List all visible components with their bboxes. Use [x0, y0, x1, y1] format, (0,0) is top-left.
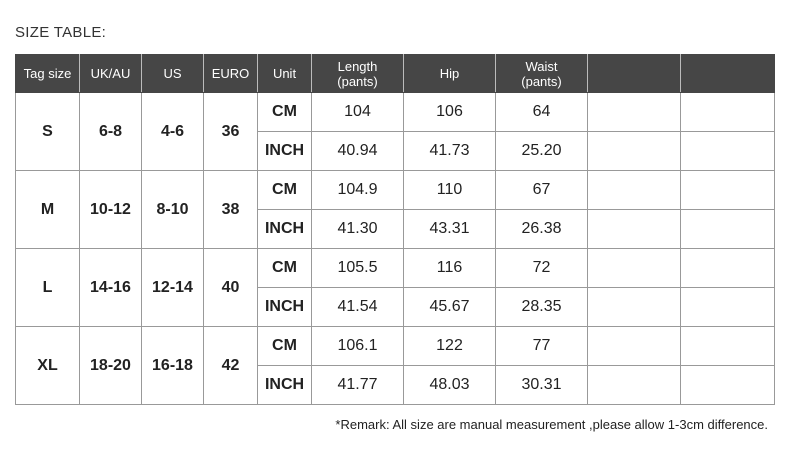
- table-row: [16, 327, 775, 366]
- header-length-line2: (pants): [337, 73, 378, 89]
- uk-au-cell: 6-8: [80, 93, 142, 171]
- header-empty-2: [681, 55, 775, 93]
- waist-cell: 28.35: [496, 288, 588, 327]
- header-waist: [496, 55, 588, 93]
- empty-cell: [588, 327, 681, 366]
- empty-cell: [681, 210, 775, 249]
- length-cell: 104: [312, 93, 404, 132]
- length-cell: 105.5: [312, 249, 404, 288]
- hip-cell: 106: [404, 93, 496, 132]
- header-waist-line1: Waist: [525, 58, 558, 74]
- hip-cell: 110: [404, 171, 496, 210]
- us-cell: 4-6: [142, 93, 204, 171]
- tag-size-cell: XL: [16, 327, 80, 405]
- unit-cell: INCH: [258, 366, 312, 405]
- empty-cell: [588, 210, 681, 249]
- header-length: [312, 55, 404, 93]
- empty-cell: [588, 366, 681, 405]
- length-cell: 40.94: [312, 132, 404, 171]
- header-waist-line2: (pants): [521, 73, 562, 89]
- empty-cell: [681, 327, 775, 366]
- euro-cell: 36: [204, 93, 258, 171]
- page-title: SIZE TABLE:: [15, 24, 107, 41]
- hip-cell: 41.73: [404, 132, 496, 171]
- hip-cell: 122: [404, 327, 496, 366]
- table-row: [16, 93, 775, 132]
- length-cell: 41.30: [312, 210, 404, 249]
- us-cell: 12-14: [142, 249, 204, 327]
- unit-cell: INCH: [258, 132, 312, 171]
- header-hip: Hip: [404, 55, 496, 93]
- euro-cell: 38: [204, 171, 258, 249]
- header-tag-size: Tag size: [16, 55, 80, 93]
- header-length-line1: Length: [337, 58, 378, 74]
- unit-cell: CM: [258, 93, 312, 132]
- waist-cell: 30.31: [496, 366, 588, 405]
- hip-cell: 43.31: [404, 210, 496, 249]
- uk-au-cell: 14-16: [80, 249, 142, 327]
- empty-cell: [681, 288, 775, 327]
- empty-cell: [588, 171, 681, 210]
- size-table: [15, 54, 775, 405]
- table-row: [16, 249, 775, 288]
- uk-au-cell: 10-12: [80, 171, 142, 249]
- waist-cell: 67: [496, 171, 588, 210]
- empty-cell: [681, 132, 775, 171]
- euro-cell: 42: [204, 327, 258, 405]
- header-unit: Unit: [258, 55, 312, 93]
- tag-size-cell: L: [16, 249, 80, 327]
- header-euro: EURO: [204, 55, 258, 93]
- us-cell: 8-10: [142, 171, 204, 249]
- unit-cell: CM: [258, 249, 312, 288]
- empty-cell: [681, 171, 775, 210]
- empty-cell: [588, 288, 681, 327]
- waist-cell: 25.20: [496, 132, 588, 171]
- header-empty-1: [588, 55, 681, 93]
- unit-cell: INCH: [258, 288, 312, 327]
- euro-cell: 40: [204, 249, 258, 327]
- header-uk-au: UK/AU: [80, 55, 142, 93]
- waist-cell: 64: [496, 93, 588, 132]
- empty-cell: [588, 93, 681, 132]
- length-cell: 104.9: [312, 171, 404, 210]
- empty-cell: [588, 132, 681, 171]
- empty-cell: [681, 366, 775, 405]
- hip-cell: 48.03: [404, 366, 496, 405]
- waist-cell: 72: [496, 249, 588, 288]
- tag-size-cell: S: [16, 93, 80, 171]
- unit-cell: CM: [258, 171, 312, 210]
- us-cell: 16-18: [142, 327, 204, 405]
- uk-au-cell: 18-20: [80, 327, 142, 405]
- length-cell: 41.54: [312, 288, 404, 327]
- tag-size-cell: M: [16, 171, 80, 249]
- hip-cell: 116: [404, 249, 496, 288]
- table-row: [16, 171, 775, 210]
- empty-cell: [681, 249, 775, 288]
- unit-cell: CM: [258, 327, 312, 366]
- header-us: US: [142, 55, 204, 93]
- length-cell: 41.77: [312, 366, 404, 405]
- length-cell: 106.1: [312, 327, 404, 366]
- empty-cell: [681, 93, 775, 132]
- waist-cell: 26.38: [496, 210, 588, 249]
- empty-cell: [588, 249, 681, 288]
- remark-note: *Remark: All size are manual measurement ,please allow 1-3cm difference.: [335, 417, 768, 432]
- header-row: [16, 55, 775, 93]
- waist-cell: 77: [496, 327, 588, 366]
- hip-cell: 45.67: [404, 288, 496, 327]
- unit-cell: INCH: [258, 210, 312, 249]
